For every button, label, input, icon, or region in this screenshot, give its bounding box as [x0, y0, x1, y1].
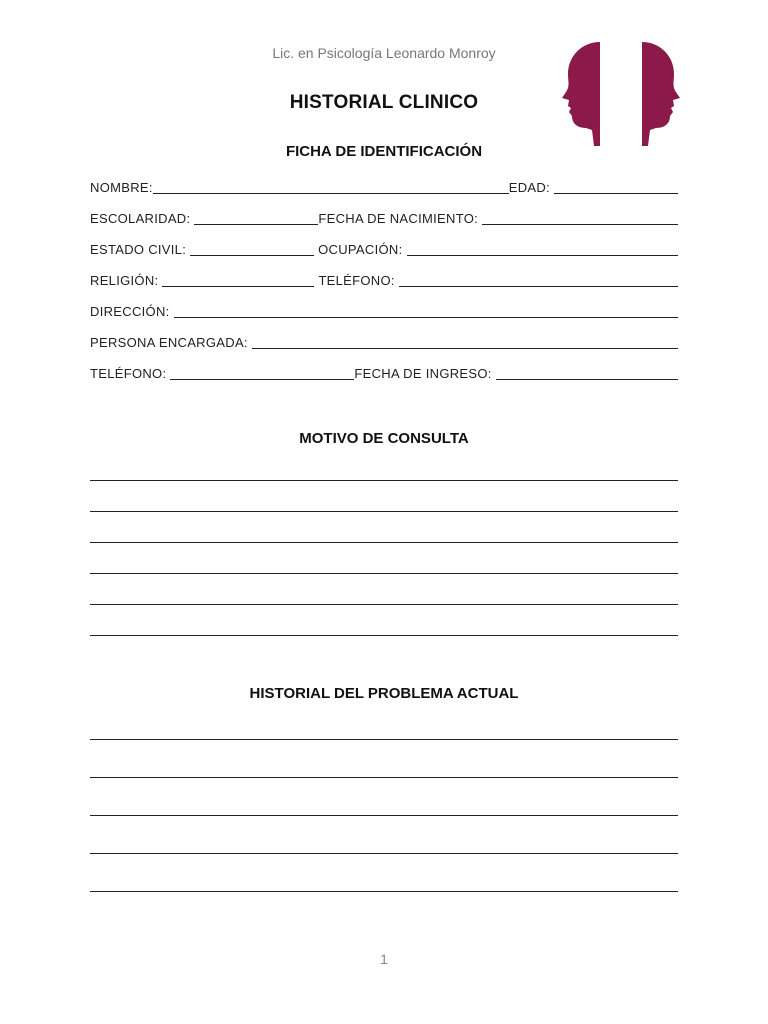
historial-problema-section-title: HISTORIAL DEL PROBLEMA ACTUAL	[249, 685, 519, 702]
religion-label: RELIGIÓN:	[90, 273, 159, 288]
row-telefono-ingreso	[90, 364, 678, 382]
motivo-line[interactable]	[90, 511, 678, 512]
telefono-field[interactable]	[399, 273, 678, 287]
fecha-nacimiento-label: FECHA DE NACIMIENTO:	[318, 211, 479, 226]
page-number: 1	[380, 951, 388, 967]
historial-problema-line[interactable]	[90, 815, 678, 816]
ocupacion-label: OCUPACIÓN:	[318, 242, 403, 257]
motivo-line[interactable]	[90, 542, 678, 543]
row-nombre-edad	[90, 178, 678, 196]
row-persona-encargada	[90, 333, 678, 351]
motivo-line[interactable]	[90, 604, 678, 605]
historial-problema-line[interactable]	[90, 853, 678, 854]
header-author: Lic. en Psicología Leonardo Monroy	[272, 45, 496, 61]
estado-civil-label: ESTADO CIVIL:	[90, 242, 187, 257]
identification-section-title: FICHA DE IDENTIFICACIÓN	[285, 143, 483, 160]
edad-label: EDAD:	[508, 180, 550, 195]
row-estado-civil-ocupacion	[90, 240, 678, 258]
historial-problema-line[interactable]	[90, 891, 678, 892]
edad-field[interactable]	[554, 180, 678, 194]
estado-civil-field[interactable]	[190, 242, 314, 256]
escolaridad-label: ESCOLARIDAD:	[90, 211, 191, 226]
telefono-2-label: TELÉFONO:	[90, 366, 167, 381]
telefono-2-field[interactable]	[170, 366, 354, 380]
direccion-field[interactable]	[174, 304, 678, 318]
religion-field[interactable]	[162, 273, 314, 287]
row-escolaridad-nacimiento	[90, 209, 678, 227]
motivo-section-title: MOTIVO DE CONSULTA	[299, 430, 469, 447]
fecha-nacimiento-field[interactable]	[482, 211, 678, 225]
nombre-field[interactable]	[153, 180, 509, 194]
row-religion-telefono	[90, 271, 678, 289]
fecha-ingreso-label: FECHA DE INGRESO:	[354, 366, 492, 381]
historial-problema-line[interactable]	[90, 777, 678, 778]
row-direccion	[90, 302, 678, 320]
telefono-label: TELÉFONO:	[318, 273, 395, 288]
fecha-ingreso-field[interactable]	[496, 366, 678, 380]
persona-encargada-label: PERSONA ENCARGADA:	[90, 335, 248, 350]
escolaridad-field[interactable]	[194, 211, 318, 225]
persona-encargada-field[interactable]	[252, 335, 678, 349]
document-title: HISTORIAL CLINICO	[289, 92, 479, 113]
ocupacion-field[interactable]	[407, 242, 678, 256]
motivo-line[interactable]	[90, 635, 678, 636]
direccion-label: DIRECCIÓN:	[90, 304, 170, 319]
historial-problema-line[interactable]	[90, 739, 678, 740]
nombre-label: NOMBRE:	[90, 180, 153, 195]
motivo-line[interactable]	[90, 480, 678, 481]
motivo-line[interactable]	[90, 573, 678, 574]
